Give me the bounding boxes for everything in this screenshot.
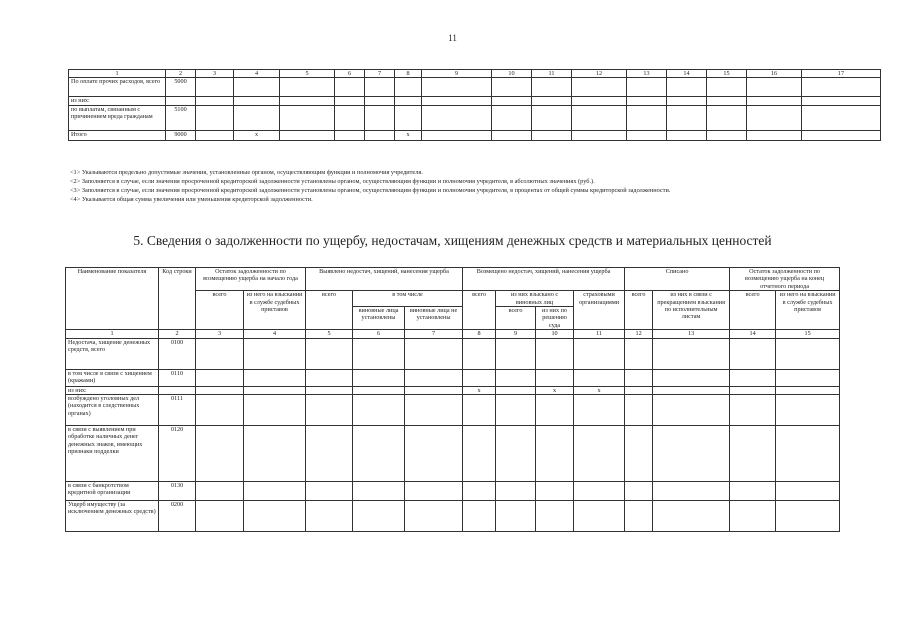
table-cell <box>625 395 653 426</box>
table-cell <box>244 338 306 369</box>
table-row <box>69 78 881 97</box>
footnote-4: <4> Указывается общая сумма увеличения или уменьшения кредиторской задолженности. <box>70 196 313 203</box>
table-cell <box>353 338 405 369</box>
table-cell <box>625 386 653 394</box>
table-cell <box>244 482 306 501</box>
table-cell <box>667 131 707 141</box>
column-number: 9 <box>422 70 492 78</box>
table-row <box>66 369 840 386</box>
header-total: всего <box>463 291 496 330</box>
column-number: 12 <box>625 330 653 338</box>
table-cell <box>730 395 776 426</box>
table-cell <box>492 131 532 141</box>
table-cell <box>572 78 627 97</box>
table-cell <box>532 78 572 97</box>
row-label: По оплате прочих расходов, всего <box>69 78 166 97</box>
column-number: 9 <box>496 330 536 338</box>
row-code <box>166 97 196 106</box>
table-cell <box>365 78 395 97</box>
table-cell <box>653 386 730 394</box>
table-cell <box>536 482 574 501</box>
table-cell <box>496 386 536 394</box>
table-cell <box>653 482 730 501</box>
table-row <box>66 501 840 532</box>
table-cell <box>196 482 244 501</box>
header-compensated: Возмещено недостач, хищений, нанесения ущерба <box>463 268 625 291</box>
table-cell <box>653 395 730 426</box>
table-cell <box>196 106 234 131</box>
table-cell <box>627 97 667 106</box>
header-total: всего <box>730 291 776 330</box>
header-indicator-name: Наименование показателя <box>66 268 159 330</box>
table-cell <box>707 131 747 141</box>
table-cell <box>802 131 881 141</box>
table-cell <box>405 369 463 386</box>
column-number: 8 <box>463 330 496 338</box>
table-cell <box>335 131 365 141</box>
table-cell <box>653 369 730 386</box>
table-cell <box>625 426 653 482</box>
table-cell: x <box>395 131 422 141</box>
column-number: 6 <box>353 330 405 338</box>
table-cell <box>196 131 234 141</box>
table-cell <box>244 386 306 394</box>
table-cell <box>776 369 840 386</box>
column-number: 12 <box>572 70 627 78</box>
row-code: 0110 <box>159 369 196 386</box>
column-number: 14 <box>667 70 707 78</box>
table-cell <box>405 395 463 426</box>
table-cell <box>653 338 730 369</box>
column-number: 11 <box>574 330 625 338</box>
row-label: Итого <box>69 131 166 141</box>
row-code <box>159 386 196 394</box>
table-cell <box>627 131 667 141</box>
table-cell <box>196 386 244 394</box>
table-cell <box>574 426 625 482</box>
column-number: 17 <box>802 70 881 78</box>
table-cell <box>707 106 747 131</box>
table-cell <box>405 482 463 501</box>
table-cell <box>776 338 840 369</box>
table-cell <box>306 338 353 369</box>
table-cell <box>730 386 776 394</box>
table-cell <box>802 106 881 131</box>
table-cell <box>532 106 572 131</box>
table-cell <box>730 338 776 369</box>
row-label: из них: <box>69 97 166 106</box>
column-number: 14 <box>730 330 776 338</box>
table-cell <box>776 386 840 394</box>
table-cell <box>422 106 492 131</box>
header-from-guilty: из них взыскано с виновных лиц <box>496 291 574 307</box>
table-cell <box>196 395 244 426</box>
header-insurance: страховыми организациями <box>574 291 625 330</box>
header-guilty-not-found: виновные лица не установлены <box>405 307 463 330</box>
column-number: 8 <box>395 70 422 78</box>
table-row <box>66 386 840 394</box>
row-label: из них: <box>66 386 159 394</box>
column-number: 7 <box>405 330 463 338</box>
table-cell <box>234 106 280 131</box>
table-cell <box>776 482 840 501</box>
header-balance-end: Остаток задолженности по возмещению ущерба на конец отчетного периода <box>730 268 840 291</box>
header-total: всего <box>306 291 353 330</box>
column-number-row <box>69 70 881 78</box>
table-cell <box>572 106 627 131</box>
table-cell <box>196 97 234 106</box>
column-number: 11 <box>532 70 572 78</box>
table-cell <box>802 97 881 106</box>
footnote-3: <3> Заполняется в случае, если значения просроченной кредиторской задолженности установлены органом, осуществляющим функции и полномочия учредителя, в процентах от общей суммы кредиторской задолженности. <box>70 187 671 194</box>
expenses-table <box>68 69 881 141</box>
table-cell <box>776 426 840 482</box>
page-number: 11 <box>448 33 457 43</box>
table-cell <box>667 78 707 97</box>
table-cell <box>280 106 335 131</box>
table-cell <box>747 78 802 97</box>
table-cell <box>306 501 353 532</box>
damage-debt-table <box>65 267 840 532</box>
row-code: 0200 <box>159 501 196 532</box>
table-row <box>66 338 840 369</box>
column-number: 1 <box>69 70 166 78</box>
table-cell <box>496 369 536 386</box>
row-code: 0120 <box>159 426 196 482</box>
header-including: в том числе <box>353 291 463 307</box>
table-cell <box>574 338 625 369</box>
table-cell <box>365 97 395 106</box>
table-cell: x <box>234 131 280 141</box>
table-cell <box>280 97 335 106</box>
column-number: 15 <box>707 70 747 78</box>
table-cell <box>422 78 492 97</box>
table-cell <box>747 106 802 131</box>
table-cell <box>244 369 306 386</box>
table-cell <box>536 395 574 426</box>
table-cell <box>395 78 422 97</box>
table-row <box>66 482 840 501</box>
table-cell <box>353 482 405 501</box>
table-cell <box>306 369 353 386</box>
row-code: 0100 <box>159 338 196 369</box>
header-balance-start: Остаток задолженности по возмещению ущерба на начало года <box>196 268 306 291</box>
table-cell <box>306 426 353 482</box>
column-number: 13 <box>653 330 730 338</box>
column-number: 4 <box>244 330 306 338</box>
row-code: 5100 <box>166 106 196 131</box>
table-cell <box>353 386 405 394</box>
table-cell <box>747 97 802 106</box>
table-cell <box>730 482 776 501</box>
row-label: в том числе в связи с хищением (кражами) <box>66 369 159 386</box>
table-cell <box>802 78 881 97</box>
header-guilty-found: виновные лица установлены <box>353 307 405 330</box>
table-cell: x <box>536 386 574 394</box>
table-cell <box>463 369 496 386</box>
table-cell <box>405 501 463 532</box>
table-cell <box>463 338 496 369</box>
table-cell <box>335 78 365 97</box>
table-cell <box>196 501 244 532</box>
table-cell <box>492 106 532 131</box>
table-cell <box>463 482 496 501</box>
table-cell <box>627 106 667 131</box>
header-total: всего <box>625 291 653 330</box>
table-cell <box>532 131 572 141</box>
header-termination: из них в связи с прекращением взыскания по исполнительным листам <box>653 291 730 330</box>
column-number: 4 <box>234 70 280 78</box>
row-code: 0130 <box>159 482 196 501</box>
table-cell <box>532 97 572 106</box>
table-cell <box>776 395 840 426</box>
header-identified: Выявлено недостач, хищений, нанесения ущерба <box>306 268 463 291</box>
table-cell <box>667 106 707 131</box>
table-row <box>69 131 881 141</box>
table-cell <box>405 426 463 482</box>
table-cell <box>395 97 422 106</box>
table-cell <box>496 501 536 532</box>
column-number: 5 <box>306 330 353 338</box>
table-cell <box>496 482 536 501</box>
table-cell <box>306 482 353 501</box>
table-cell <box>574 395 625 426</box>
header-court: из них по решению суда <box>536 307 574 330</box>
table-cell <box>496 395 536 426</box>
table-cell <box>306 386 353 394</box>
table-cell <box>492 97 532 106</box>
table-cell <box>196 338 244 369</box>
table-cell <box>730 426 776 482</box>
table-cell <box>353 501 405 532</box>
column-number: 3 <box>196 70 234 78</box>
table-cell <box>463 395 496 426</box>
table-cell <box>306 395 353 426</box>
table-cell <box>395 106 422 131</box>
header-bailiff: из него на взыскании в службе судебных приставов <box>244 291 306 330</box>
column-number: 6 <box>335 70 365 78</box>
row-code: 5000 <box>166 78 196 97</box>
column-number-row <box>66 330 840 338</box>
table-cell <box>196 369 244 386</box>
table-cell <box>496 426 536 482</box>
table-cell <box>747 131 802 141</box>
table-cell <box>536 338 574 369</box>
table-cell <box>463 501 496 532</box>
table-row <box>66 395 840 426</box>
table-cell <box>365 106 395 131</box>
table-row <box>69 106 881 131</box>
table-cell <box>405 386 463 394</box>
table-cell <box>707 78 747 97</box>
table-cell <box>776 501 840 532</box>
table-cell <box>196 426 244 482</box>
header-row-code: Код строки <box>159 268 196 330</box>
table-cell <box>496 338 536 369</box>
table-cell <box>707 97 747 106</box>
row-code: 0111 <box>159 395 196 426</box>
table-cell <box>492 78 532 97</box>
table-cell <box>244 395 306 426</box>
table-cell <box>627 78 667 97</box>
table-cell <box>422 131 492 141</box>
table-cell <box>574 482 625 501</box>
table-cell <box>572 97 627 106</box>
table-cell: x <box>463 386 496 394</box>
table-cell <box>653 426 730 482</box>
column-number: 13 <box>627 70 667 78</box>
header-total: всего <box>196 291 244 330</box>
table-cell <box>730 369 776 386</box>
table-cell <box>405 338 463 369</box>
table-cell <box>625 338 653 369</box>
table-cell <box>730 501 776 532</box>
table-cell <box>234 97 280 106</box>
column-number: 5 <box>280 70 335 78</box>
row-label: по выплатам, связанным с причинением вреда гражданам <box>69 106 166 131</box>
table-cell <box>463 426 496 482</box>
header-total: всего <box>496 307 536 330</box>
table-cell <box>625 501 653 532</box>
table-cell <box>536 426 574 482</box>
table-cell <box>572 131 627 141</box>
table-cell <box>574 501 625 532</box>
table-cell <box>244 501 306 532</box>
column-number: 16 <box>747 70 802 78</box>
section-title: 5. Сведения о задолженности по ущербу, недостачам, хищениям денежных средств и материальных ценностей <box>133 233 772 248</box>
column-number: 3 <box>196 330 244 338</box>
table-cell: x <box>574 386 625 394</box>
footnote-2: <2> Заполняется в случае, если значения просроченной кредиторской задолженности установлены органом, осуществляющим функции и полномочия учредителя, в абсолютных значениях (руб.). <box>70 178 595 185</box>
header-bailiff: из него на взыскании в службе судебных приставов <box>776 291 840 330</box>
table-cell <box>536 501 574 532</box>
row-label: возбуждено уголовных дел (находится в следственных органах) <box>66 395 159 426</box>
column-number: 2 <box>166 70 196 78</box>
column-number: 10 <box>492 70 532 78</box>
table-cell <box>244 426 306 482</box>
footnotes <box>70 168 840 204</box>
table-row <box>66 426 840 482</box>
row-label: Недостача, хищение денежных средств, всего <box>66 338 159 369</box>
table-cell <box>280 131 335 141</box>
row-label: в связи с банкротством кредитной организации <box>66 482 159 501</box>
table-cell <box>280 78 335 97</box>
table-cell <box>353 426 405 482</box>
table-cell <box>574 369 625 386</box>
row-label: в связи с выявлением при обработке наличных денег денежных знаков, имеющих признаки подделки <box>66 426 159 482</box>
table-cell <box>353 369 405 386</box>
table-cell <box>335 97 365 106</box>
row-label: Ущерб имуществу (за исключением денежных средств) <box>66 501 159 532</box>
table-cell <box>196 78 234 97</box>
table-cell <box>536 369 574 386</box>
table-cell <box>422 97 492 106</box>
table-cell <box>353 395 405 426</box>
table-cell <box>234 78 280 97</box>
table-row <box>69 97 881 106</box>
table-cell <box>625 369 653 386</box>
column-number: 2 <box>159 330 196 338</box>
table-cell <box>653 501 730 532</box>
column-number: 15 <box>776 330 840 338</box>
header-written-off: Списано <box>625 268 730 291</box>
column-number: 1 <box>66 330 159 338</box>
table-cell <box>625 482 653 501</box>
footnote-1: <1> Указываются предельно допустимые значения, установленные органом, осуществляющим функции и полномочия учредителя. <box>70 169 423 176</box>
row-code: 9000 <box>166 131 196 141</box>
table-cell <box>335 106 365 131</box>
table-cell <box>365 131 395 141</box>
column-number: 10 <box>536 330 574 338</box>
table-cell <box>667 97 707 106</box>
column-number: 7 <box>365 70 395 78</box>
